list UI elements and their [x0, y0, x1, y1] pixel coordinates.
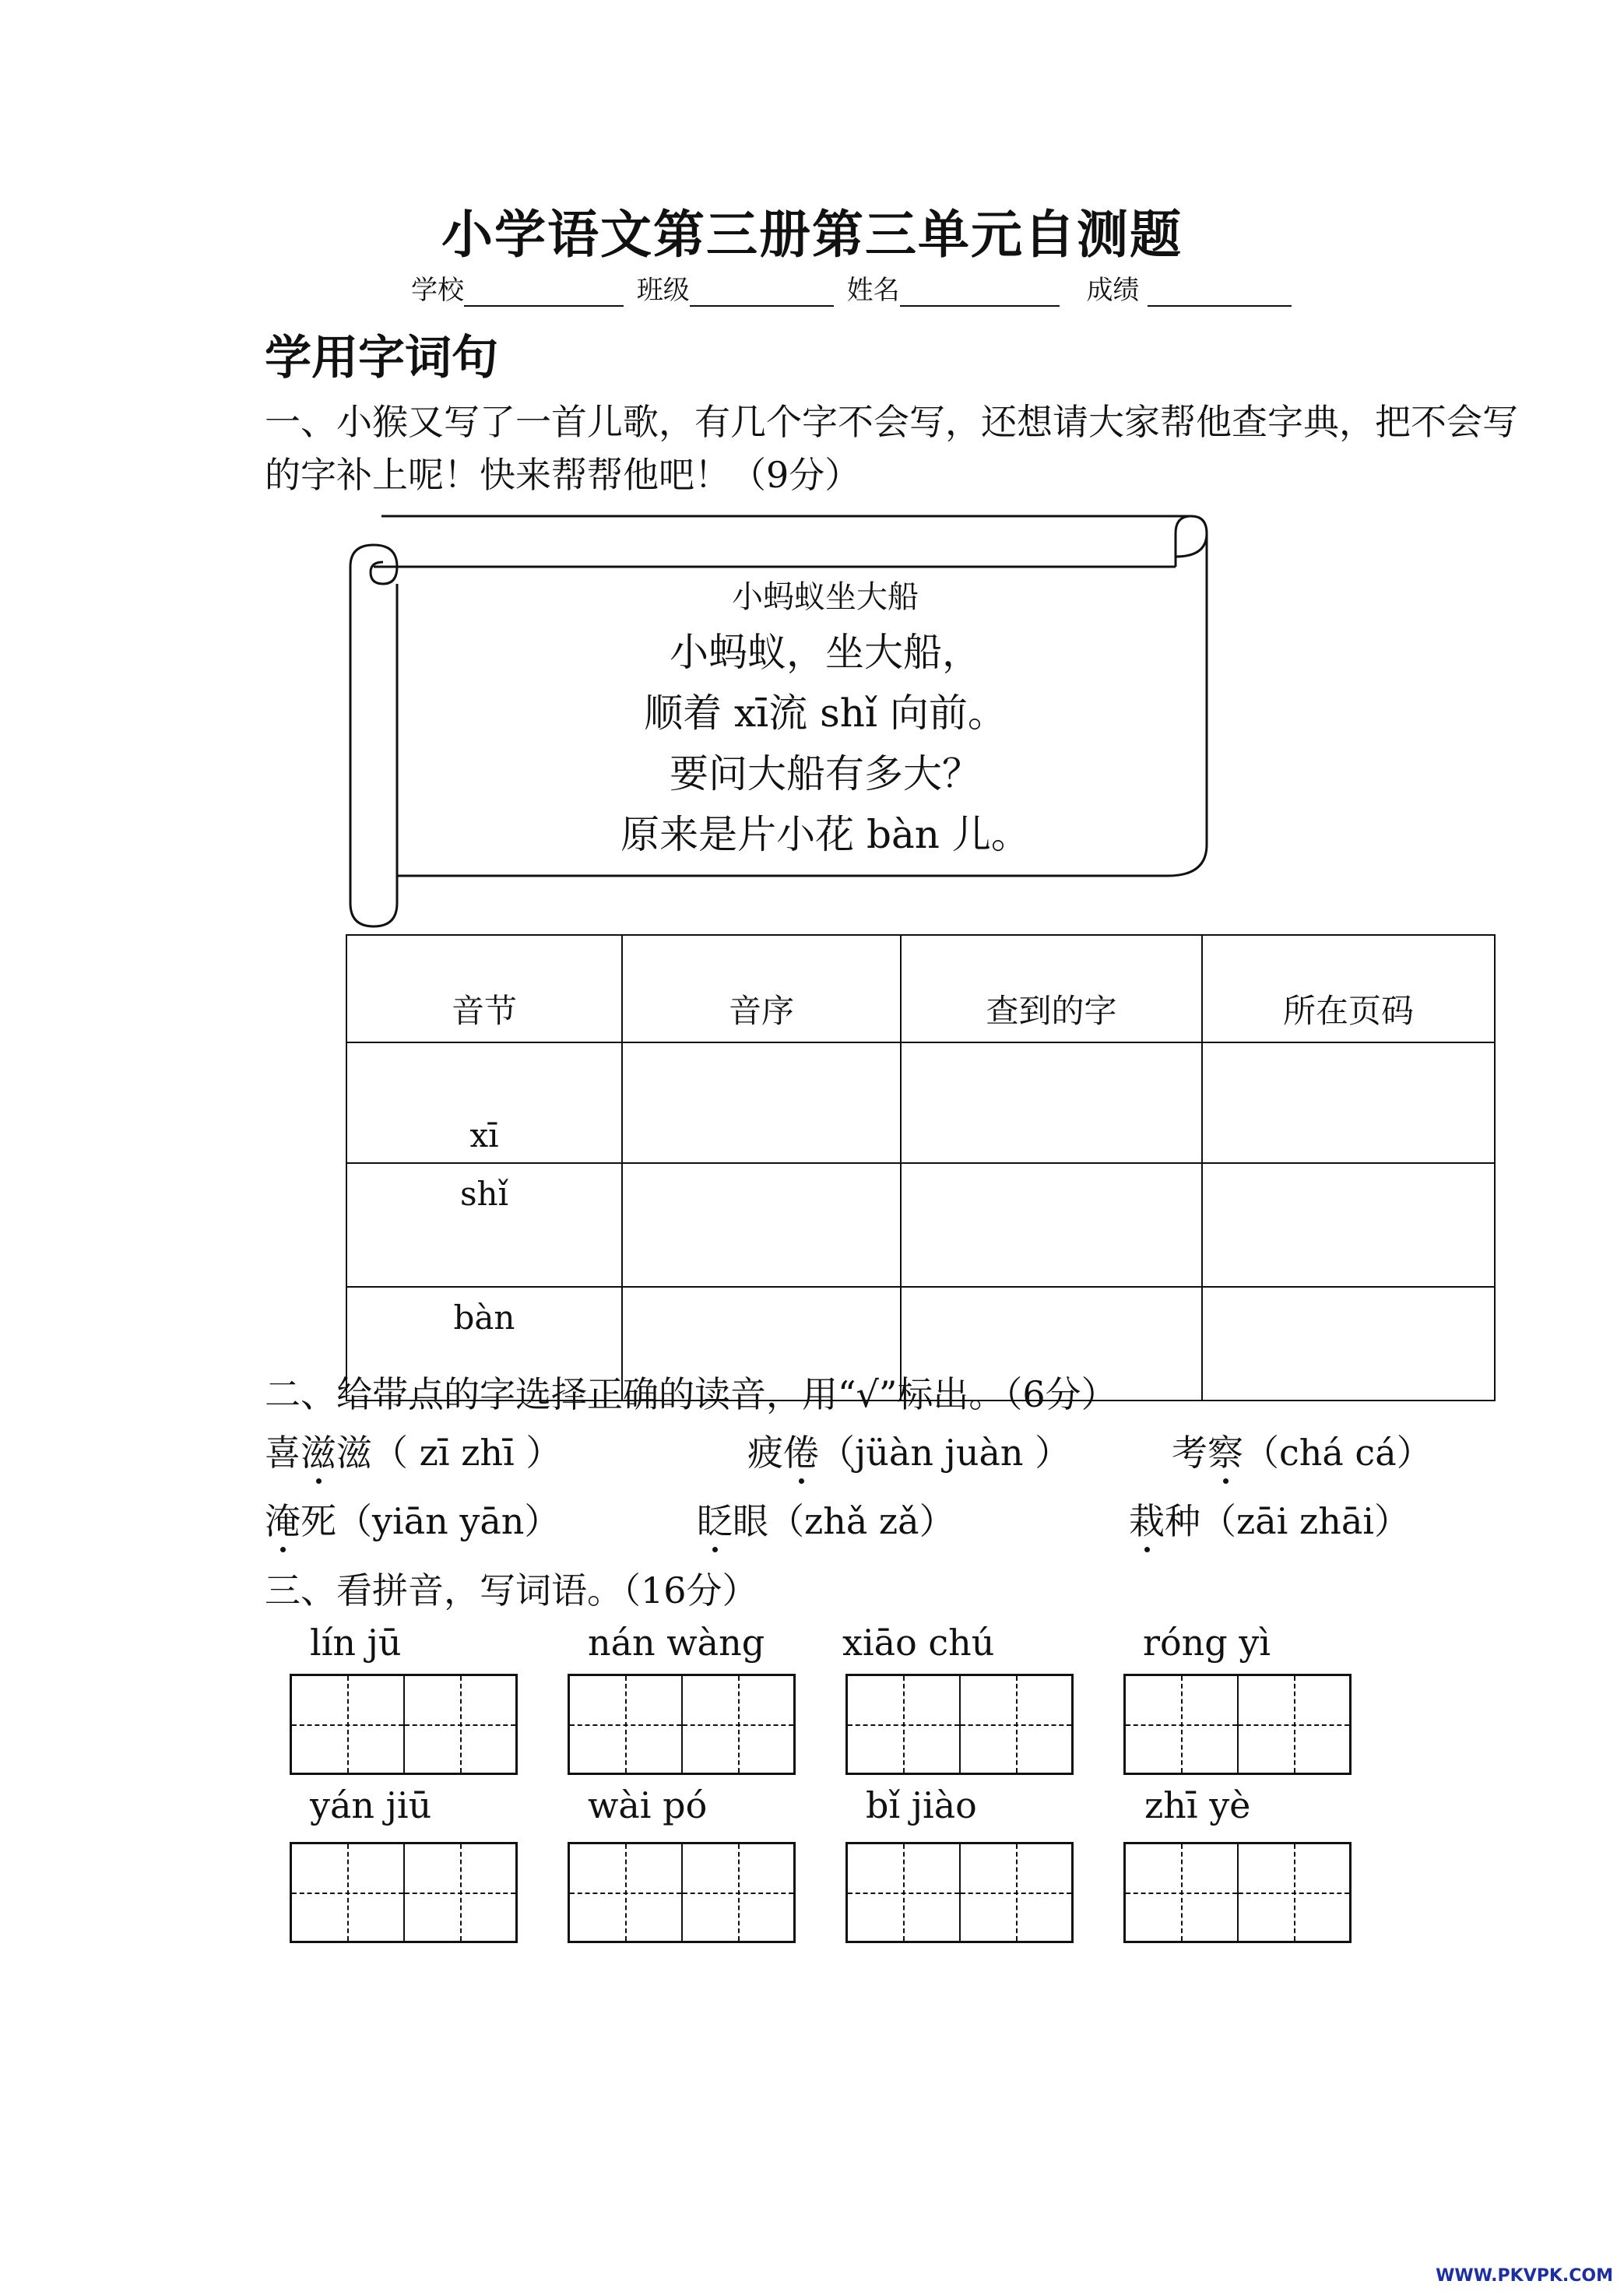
pinyin-label: róng yì — [1143, 1622, 1271, 1664]
writing-grid[interactable] — [1123, 1842, 1352, 1943]
reading-options[interactable]: （ zī zhī ） — [372, 1432, 562, 1474]
question-2-item — [1129, 1493, 1410, 1545]
pinyin-label: zhī yè — [1144, 1784, 1251, 1826]
syllable-cell: xī — [346, 1042, 622, 1163]
reading-options[interactable]: （jüàn juàn ） — [819, 1432, 1071, 1474]
pinyin-label: yán jiū — [310, 1784, 432, 1826]
section-heading: 学用字词句 — [265, 331, 498, 385]
dotted-char: 滋 — [301, 1425, 336, 1476]
pinyin-label: nán wàng — [588, 1622, 765, 1664]
table-header-row — [346, 935, 1495, 1042]
pinyin-label: lín jū — [310, 1622, 402, 1664]
syllable-cell: shǐ — [346, 1163, 622, 1287]
item-text: 眼 — [733, 1500, 768, 1542]
writing-grid[interactable] — [568, 1842, 796, 1943]
poem-line-3: 要问大船有多大？ — [670, 751, 981, 796]
class-blank[interactable] — [690, 282, 834, 307]
item-text: 考 — [1172, 1432, 1207, 1474]
item-text: 喜 — [265, 1432, 301, 1474]
question-2-item — [265, 1425, 561, 1476]
dictionary-lookup-table — [346, 934, 1496, 1401]
school-blank[interactable] — [464, 282, 624, 307]
reading-options[interactable]: （yiān yān） — [336, 1500, 561, 1542]
question-1-prompt: 一、小猴又写了一首儿歌，有几个字不会写，还想请大家帮他查字典，把不会写的字补上呢！快来帮帮他吧！（9分） — [265, 401, 1518, 496]
name-blank[interactable] — [900, 282, 1060, 307]
score-blank[interactable] — [1148, 282, 1292, 307]
dotted-char: 倦 — [783, 1425, 819, 1476]
answer-cell[interactable] — [622, 1042, 901, 1163]
class-label: 班级 — [636, 275, 690, 306]
writing-grid[interactable] — [290, 1842, 518, 1943]
writing-grid[interactable] — [845, 1842, 1074, 1943]
score-label: 成绩 — [1086, 275, 1140, 306]
name-label: 姓名 — [846, 275, 900, 306]
table-row — [346, 1042, 1495, 1163]
table-row — [346, 1163, 1495, 1287]
header-page-number: 所在页码 — [1202, 935, 1495, 1042]
item-text: 死 — [301, 1500, 336, 1542]
syllable-cell: bàn — [346, 1287, 622, 1401]
site-watermark: WWW.PKVPK.COM — [1436, 2266, 1613, 2286]
question-2-item — [747, 1425, 1070, 1476]
school-label: 学校 — [411, 275, 464, 306]
poem-line-2: 顺着 xī流 shǐ 向前。 — [644, 691, 1007, 736]
page-title: 小学语文第三册第三单元自测题 — [441, 205, 1183, 265]
reading-options[interactable]: （chá cá） — [1243, 1432, 1432, 1474]
poem-line-4: 原来是片小花 bàn 儿。 — [620, 812, 1030, 857]
answer-cell[interactable] — [1202, 1287, 1495, 1401]
writing-grid[interactable] — [845, 1674, 1074, 1775]
writing-grid[interactable] — [1123, 1674, 1352, 1775]
pinyin-label: wài pó — [588, 1784, 708, 1826]
poem-title: 小蚂蚁坐大船 — [732, 579, 919, 615]
pinyin-label: bǐ jiào — [866, 1784, 977, 1826]
answer-cell[interactable] — [1202, 1163, 1495, 1287]
dotted-char: 栽 — [1129, 1493, 1165, 1545]
header-found-char: 查到的字 — [901, 935, 1202, 1042]
answer-cell[interactable] — [1202, 1042, 1495, 1163]
writing-grid[interactable] — [568, 1674, 796, 1775]
answer-cell[interactable] — [622, 1163, 901, 1287]
header-initial: 音序 — [622, 935, 901, 1042]
pinyin-label: xiāo chú — [842, 1622, 995, 1664]
item-text: 滋 — [336, 1432, 372, 1474]
reading-options[interactable]: （zhǎ zǎ） — [768, 1500, 955, 1542]
question-2-item — [1172, 1425, 1432, 1476]
item-text: 种 — [1165, 1500, 1200, 1542]
item-text: 疲 — [747, 1432, 783, 1474]
writing-grid[interactable] — [290, 1674, 518, 1775]
dotted-char: 察 — [1207, 1425, 1243, 1476]
poem-line-1: 小蚂蚁，坐大船， — [670, 630, 981, 675]
answer-cell[interactable] — [901, 1163, 1202, 1287]
question-2-prompt: 二、给带点的字选择正确的读音，用“√”标出。（6分） — [265, 1373, 1117, 1415]
header-syllable: 音节 — [346, 935, 622, 1042]
answer-cell[interactable] — [901, 1042, 1202, 1163]
question-2-item — [697, 1493, 955, 1545]
reading-options[interactable]: （zāi zhāi） — [1200, 1500, 1410, 1542]
dotted-char: 淹 — [265, 1493, 301, 1545]
question-3-prompt: 三、看拼音，写词语。（16分） — [265, 1569, 758, 1611]
student-info-line — [411, 269, 1296, 307]
dotted-char: 眨 — [697, 1493, 733, 1545]
question-2-item — [265, 1493, 560, 1545]
